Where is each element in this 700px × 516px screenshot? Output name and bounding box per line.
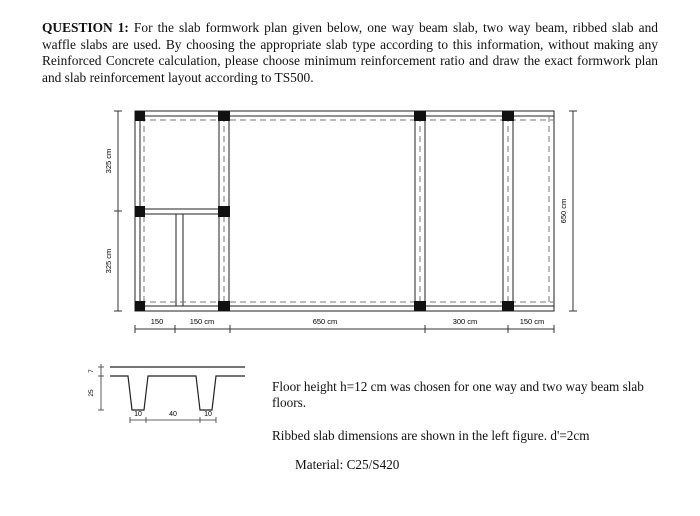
rib-dim-spacing: 40 bbox=[169, 411, 177, 418]
rib-dim-web-left: 10 bbox=[134, 411, 142, 418]
dim-left-top: 325 cm bbox=[104, 148, 113, 174]
rib-dim-slab: 7 bbox=[88, 369, 95, 373]
dim-bottom-3: 650 cm bbox=[312, 317, 338, 326]
dim-bottom-2: 150 cm bbox=[189, 317, 215, 326]
note-ribbed-slab: Ribbed slab dimensions are shown in the left figure. d'=2cm bbox=[272, 428, 590, 443]
dim-left-bottom: 325 cm bbox=[104, 248, 113, 274]
rib-dim-web-right: 10 bbox=[204, 411, 212, 418]
dim-bottom-4: 300 cm bbox=[452, 317, 478, 326]
dim-right: 650 cm bbox=[559, 198, 568, 224]
note-floor-height: Floor height h=12 cm was chosen for one way and two way beam slab floors. bbox=[272, 379, 644, 410]
question-label: QUESTION 1: bbox=[42, 20, 129, 35]
question-body: For the slab formwork plan given below, one way beam slab, two way beam, ribbed slab and waffle slabs are used. By choosing the appropriate slab type according to this information, without making any Reinforced Concrete calculation, please choose minimum reinforcement ratio and draw the exact formwork plan and slab reinforcement layout according to TS500. bbox=[42, 20, 658, 85]
rib-section-drawing bbox=[110, 367, 245, 410]
rib-dim-total: 25 bbox=[88, 389, 95, 397]
note-material: Material: C25/S420 bbox=[295, 457, 400, 472]
dim-bottom-1: 150 bbox=[150, 317, 164, 326]
slab-outline bbox=[135, 111, 554, 311]
columns bbox=[135, 111, 514, 311]
dim-bottom-5: 150 cm bbox=[519, 317, 545, 326]
